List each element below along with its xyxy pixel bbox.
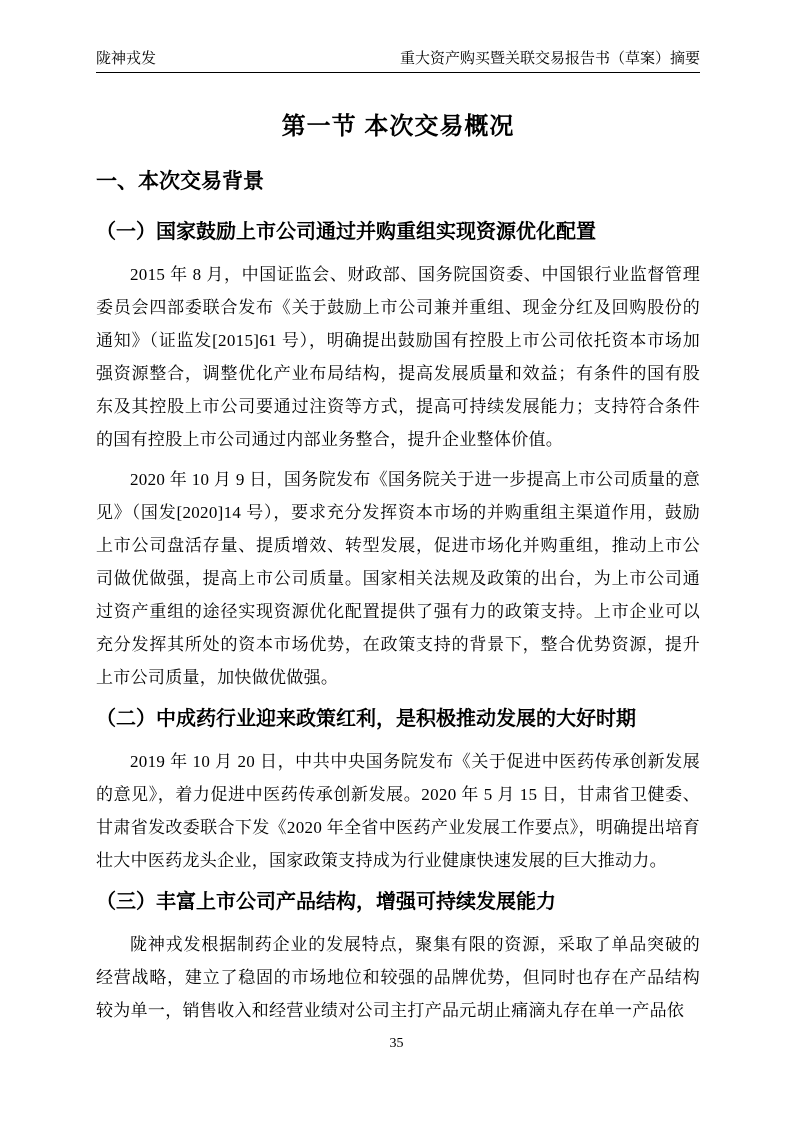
- paragraph: 陇神戎发根据制药企业的发展特点，聚集有限的资源，采取了单品突破的经营战略，建立了稳固的市场地位和较强的品牌优势，但同时也存在产品结构较为单一，销售收入和经营业绩对公司主打产品元胡止痛滴丸存在单一产品依: [96, 935, 700, 1020]
- document-content: [96, 110, 700, 1027]
- paragraph: 2015 年 8 月，中国证监会、财政部、国务院国资委、中国银行业监督管理委员会四部委联合发布《关于鼓励上市公司兼并重组、现金分红及回购股份的通知》（证监发[2015]61 号），明确提出鼓励国有控股上市公司依托资本市场加强资源整合，调整优化产业布局结构，提高发展质量和效益；有条件的国有股东及其控股上市公司要通过注资等方式，提高可持续发展能力；支持符合条件的国有控股上市公司通过内部业务整合，提升企业整体价值。: [96, 265, 700, 449]
- subsection-3-heading: （三）丰富上市公司产品结构，增强可持续发展能力: [96, 891, 556, 913]
- subsection-1-heading: （一）国家鼓励上市公司通过并购重组实现资源优化配置: [96, 221, 596, 243]
- header-report-title: 重大资产购买暨关联交易报告书（草案）摘要: [399, 51, 700, 67]
- paragraph: 2020 年 10 月 9 日，国务院发布《国务院关于进一步提高上市公司质量的意见》（国发[2020]14 号），要求充分发挥资本市场的并购重组主渠道作用，鼓励上市公司盘活存量、提质增效、转型发展，促进市场化并购重组，推动上市公司做优做强，提高上市公司质量。国家相关法规及政策的出台，为上市公司通过资产重组的途径实现资源优化配置提供了强有力的政策支持。上市企业可以充分发挥其所处的资本市场优势，在政策支持的背景下，整合优势资源，提升上市公司质量，加快做优做强。: [96, 470, 700, 687]
- header-company-name: 陇神戎发: [96, 51, 157, 67]
- chapter-title: 第一节 本次交易概况: [281, 113, 515, 140]
- page-header: [96, 50, 700, 73]
- section-heading-background: 一、本次交易背景: [96, 170, 264, 193]
- paragraph: 2019 年 10 月 20 日，中共中央国务院发布《关于促进中医药传承创新发展的意见》，着力促进中医药传承创新发展。2020 年 5 月 15 日，甘肃省卫健委、甘肃省发改委联合下发《2020 年全省中医药产业发展工作要点》，明确提出培育壮大中医药龙头企业，国家政策支持成为行业健康快速发展的巨大推动力。: [96, 752, 700, 870]
- page-number: 35: [389, 1036, 404, 1051]
- subsection-2-heading: （二）中成药行业迎来政策红利，是积极推动发展的大好时期: [96, 708, 636, 730]
